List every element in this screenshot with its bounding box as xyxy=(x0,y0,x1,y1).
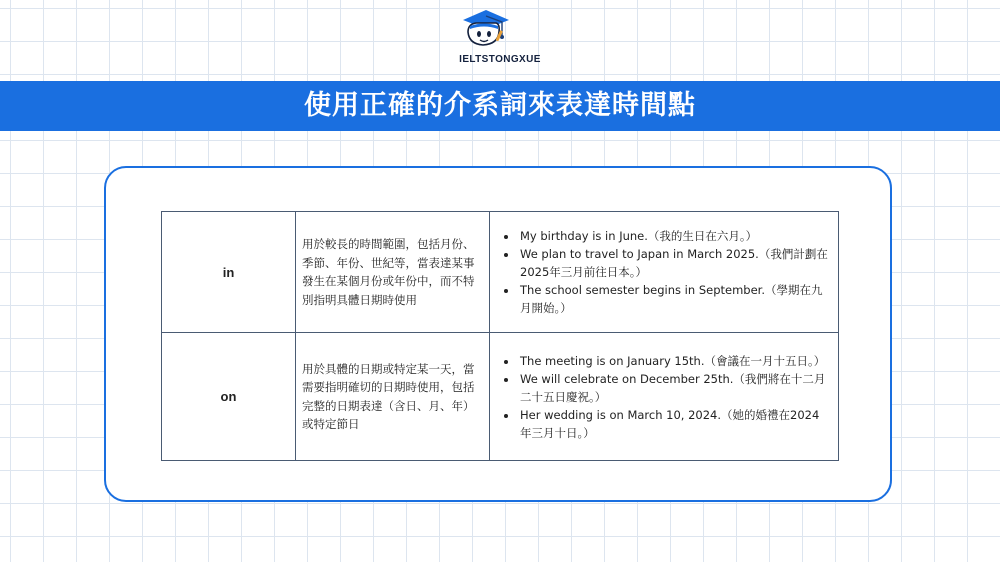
example-item: • My birthday is in June.（我的生日在六月。） xyxy=(518,227,830,245)
example-item: • We will celebrate on December 25th.（我們將在十二月二十五日慶祝。） xyxy=(518,370,830,406)
example-list xyxy=(500,227,830,317)
brand-logo xyxy=(0,2,1000,78)
description-cell: 用於具體的日期或特定某一天，當需要指明確切的日期時使用，包括完整的日期表達（含日、月、年）或特定節日 xyxy=(296,333,490,461)
graduation-mascot-icon xyxy=(458,6,510,50)
preposition-table xyxy=(161,211,839,461)
example-item: • We plan to travel to Japan in March 2025.（我們計劃在2025年三月前往日本。） xyxy=(518,245,830,281)
example-item: • Her wedding is on March 10, 2024.（她的婚禮在2024年三月十日。） xyxy=(518,406,830,442)
examples-cell xyxy=(490,333,839,461)
title-banner xyxy=(0,81,1000,131)
examples-cell xyxy=(490,212,839,333)
description-cell: 用於較長的時間範圍，包括月份、季節、年份、世紀等，當表達某事發生在某個月份或年份中，而不特別指明具體日期時使用 xyxy=(296,212,490,333)
page-title: 使用正確的介系詞來表達時間點 xyxy=(304,90,696,121)
example-item: • The meeting is on January 15th.（會議在一月十五日。） xyxy=(518,352,830,370)
example-list xyxy=(500,352,830,442)
preposition-cell: in xyxy=(162,212,296,333)
logo-text: IELTSTONGXUE xyxy=(459,54,541,65)
preposition-cell: on xyxy=(162,333,296,461)
table-row xyxy=(162,333,839,461)
example-item: • The school semester begins in September.（學期在九月開始。） xyxy=(518,281,830,317)
table-row xyxy=(162,212,839,333)
